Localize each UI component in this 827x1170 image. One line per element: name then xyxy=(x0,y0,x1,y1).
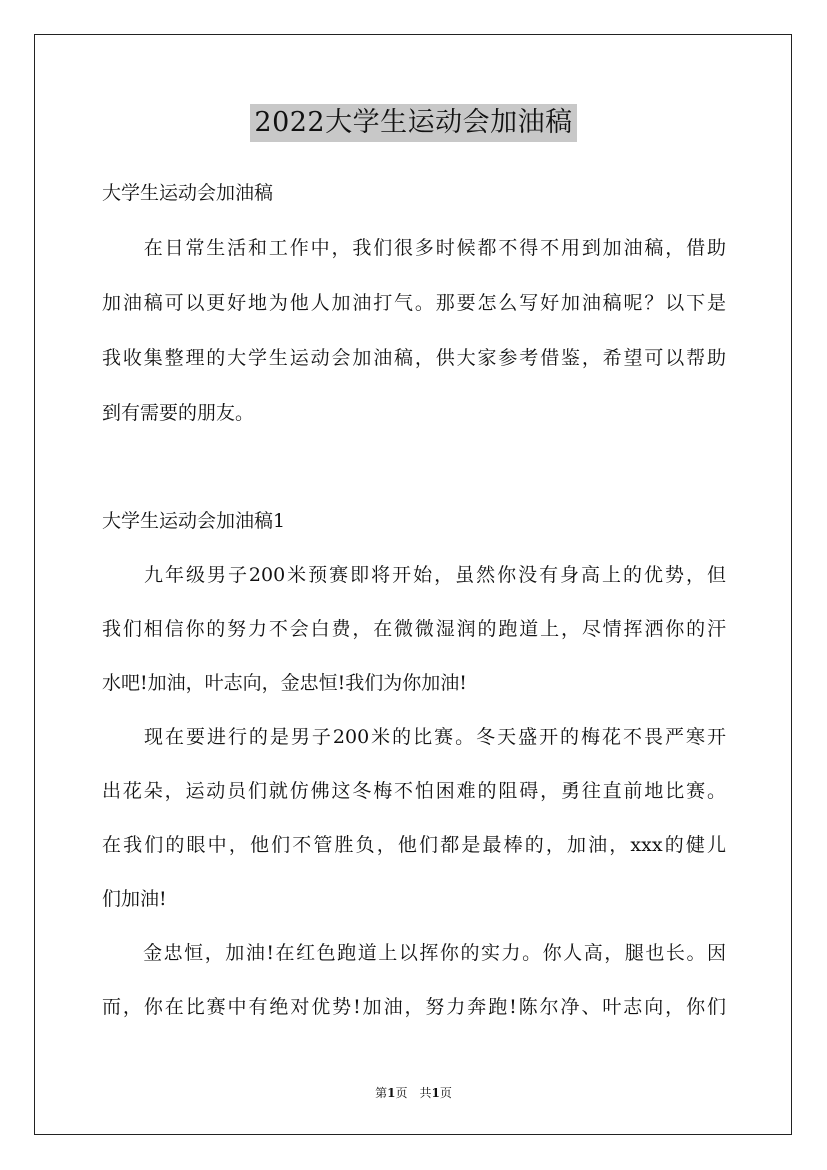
paragraph-line: 现在要进行的是男子200米的比赛。冬天盛开的梅花不畏严寒开 xyxy=(102,726,726,748)
paragraph-line: 出花朵，运动员们就仿佛这冬梅不怕困难的阻碍，勇往直前地比赛。 xyxy=(102,780,726,802)
paragraph-line: 我收集整理的大学生运动会加油稿，供大家参考借鉴，希望可以帮助 xyxy=(102,347,726,369)
paragraph-line: 而，你在比赛中有绝对优势!加油，努力奔跑!陈尔净、叶志向，你们 xyxy=(102,996,726,1018)
page-current-number: 1 xyxy=(387,1086,396,1100)
document-title: 2022大学生运动会加油稿 xyxy=(250,104,576,142)
page-footer xyxy=(0,1085,827,1101)
paragraph-line: 九年级男子200米预赛即将开始，虽然你没有身高上的优势，但 xyxy=(102,564,726,586)
section-heading-intro: 大学生运动会加油稿 xyxy=(102,182,274,204)
paragraph-line: 到有需要的朋友。 xyxy=(102,402,255,424)
page-label-middle: 页 共 xyxy=(395,1086,432,1100)
page-label-suffix: 页 xyxy=(439,1086,452,1100)
page-label-prefix: 第 xyxy=(375,1086,388,1100)
title-container xyxy=(0,104,827,142)
paragraph-line: 我们相信你的努力不会白费，在微微湿润的跑道上，尽情挥洒你的汗 xyxy=(102,618,726,640)
paragraph-line: 在我们的眼中，他们不管胜负，他们都是最棒的，加油，xxx的健儿 xyxy=(102,834,726,856)
page-total-number: 1 xyxy=(431,1086,440,1100)
paragraph-line: 金忠恒，加油!在红色跑道上以挥你的实力。你人高，腿也长。因 xyxy=(102,942,726,964)
paragraph-line: 加油稿可以更好地为他人加油打气。那要怎么写好加油稿呢？以下是 xyxy=(102,292,726,314)
section-heading-1: 大学生运动会加油稿1 xyxy=(102,510,286,532)
paragraph-line: 们加油! xyxy=(102,888,167,910)
paragraph-line: 水吧!加油，叶志向，金忠恒!我们为你加油! xyxy=(102,672,467,694)
paragraph-line: 在日常生活和工作中，我们很多时候都不得不用到加油稿，借助 xyxy=(102,237,726,259)
